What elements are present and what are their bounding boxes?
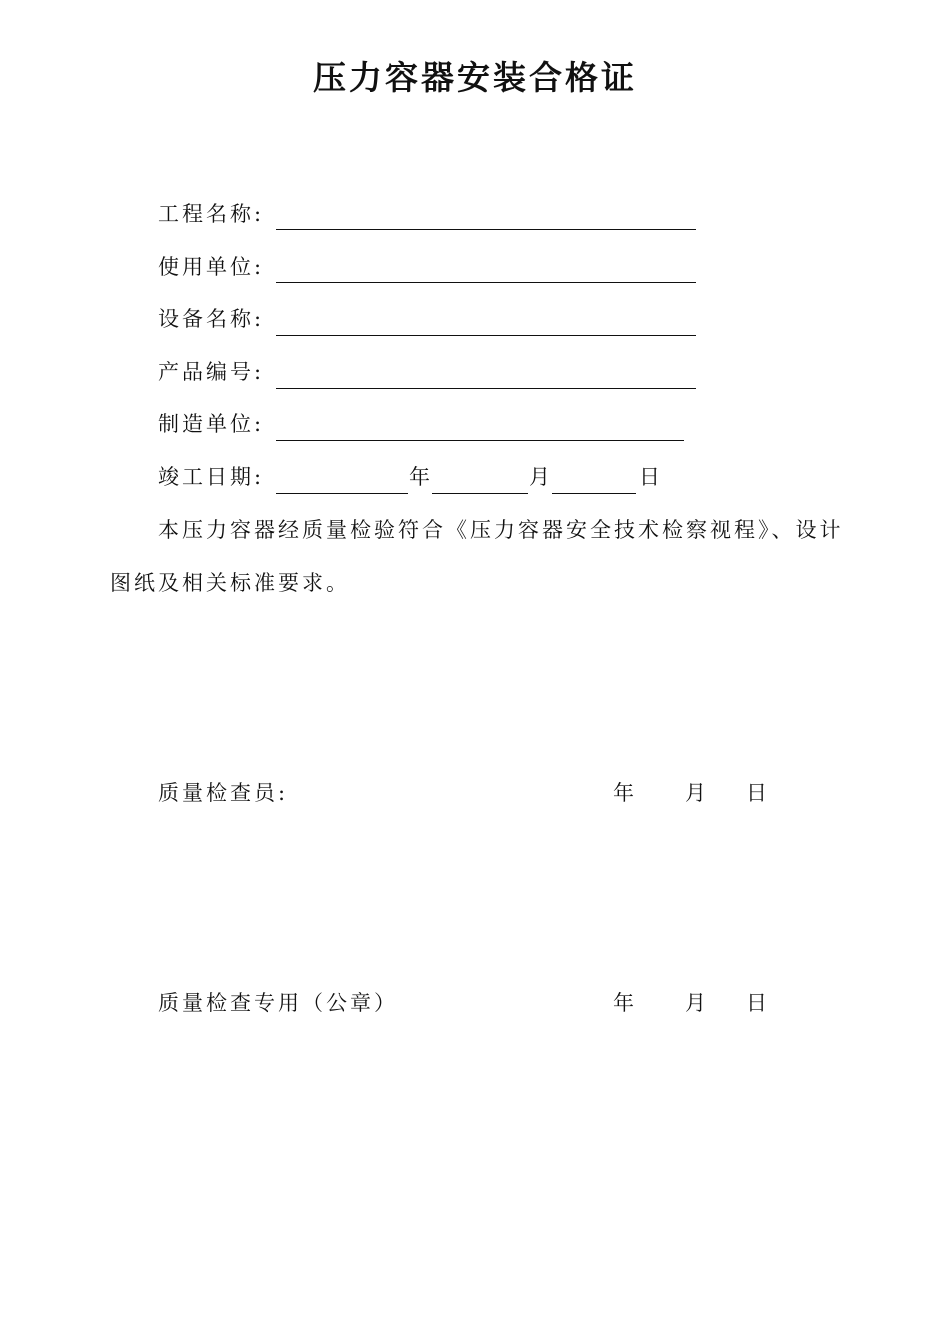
completion-day-unit: 日	[639, 465, 660, 489]
seal-month-unit: 月	[685, 991, 706, 1015]
manufacturer-line	[276, 440, 684, 441]
project-name-label: 工程名称:	[158, 202, 265, 226]
seal-year-unit: 年	[613, 991, 634, 1015]
user-unit-label: 使用单位:	[158, 255, 265, 279]
inspector-label: 质量检查员:	[158, 781, 289, 805]
equipment-name-line	[276, 335, 696, 336]
completion-day-line	[552, 493, 636, 494]
seal-label: 质量检查专用（公章）	[158, 991, 398, 1015]
statement-line-1: 本压力容器经质量检验符合《压力容器安全技术检察视程》、设计	[158, 518, 844, 542]
equipment-name-label: 设备名称:	[158, 307, 265, 331]
statement-line-2: 图纸及相关标准要求。	[110, 571, 350, 595]
completion-date-label: 竣工日期:	[158, 465, 265, 489]
completion-year-unit: 年	[409, 465, 430, 489]
completion-year-line	[276, 493, 408, 494]
project-name-line	[276, 229, 696, 230]
manufacturer-label: 制造单位:	[158, 412, 265, 436]
page-title: 压力容器安装合格证	[313, 58, 637, 97]
inspector-month-unit: 月	[685, 781, 706, 805]
completion-month-line	[432, 493, 528, 494]
inspector-day-unit: 日	[746, 781, 767, 805]
seal-day-unit: 日	[746, 991, 767, 1015]
product-number-label: 产品编号:	[158, 360, 265, 384]
inspector-year-unit: 年	[613, 781, 634, 805]
user-unit-line	[276, 282, 696, 283]
completion-month-unit: 月	[529, 465, 550, 489]
product-number-line	[276, 388, 696, 389]
